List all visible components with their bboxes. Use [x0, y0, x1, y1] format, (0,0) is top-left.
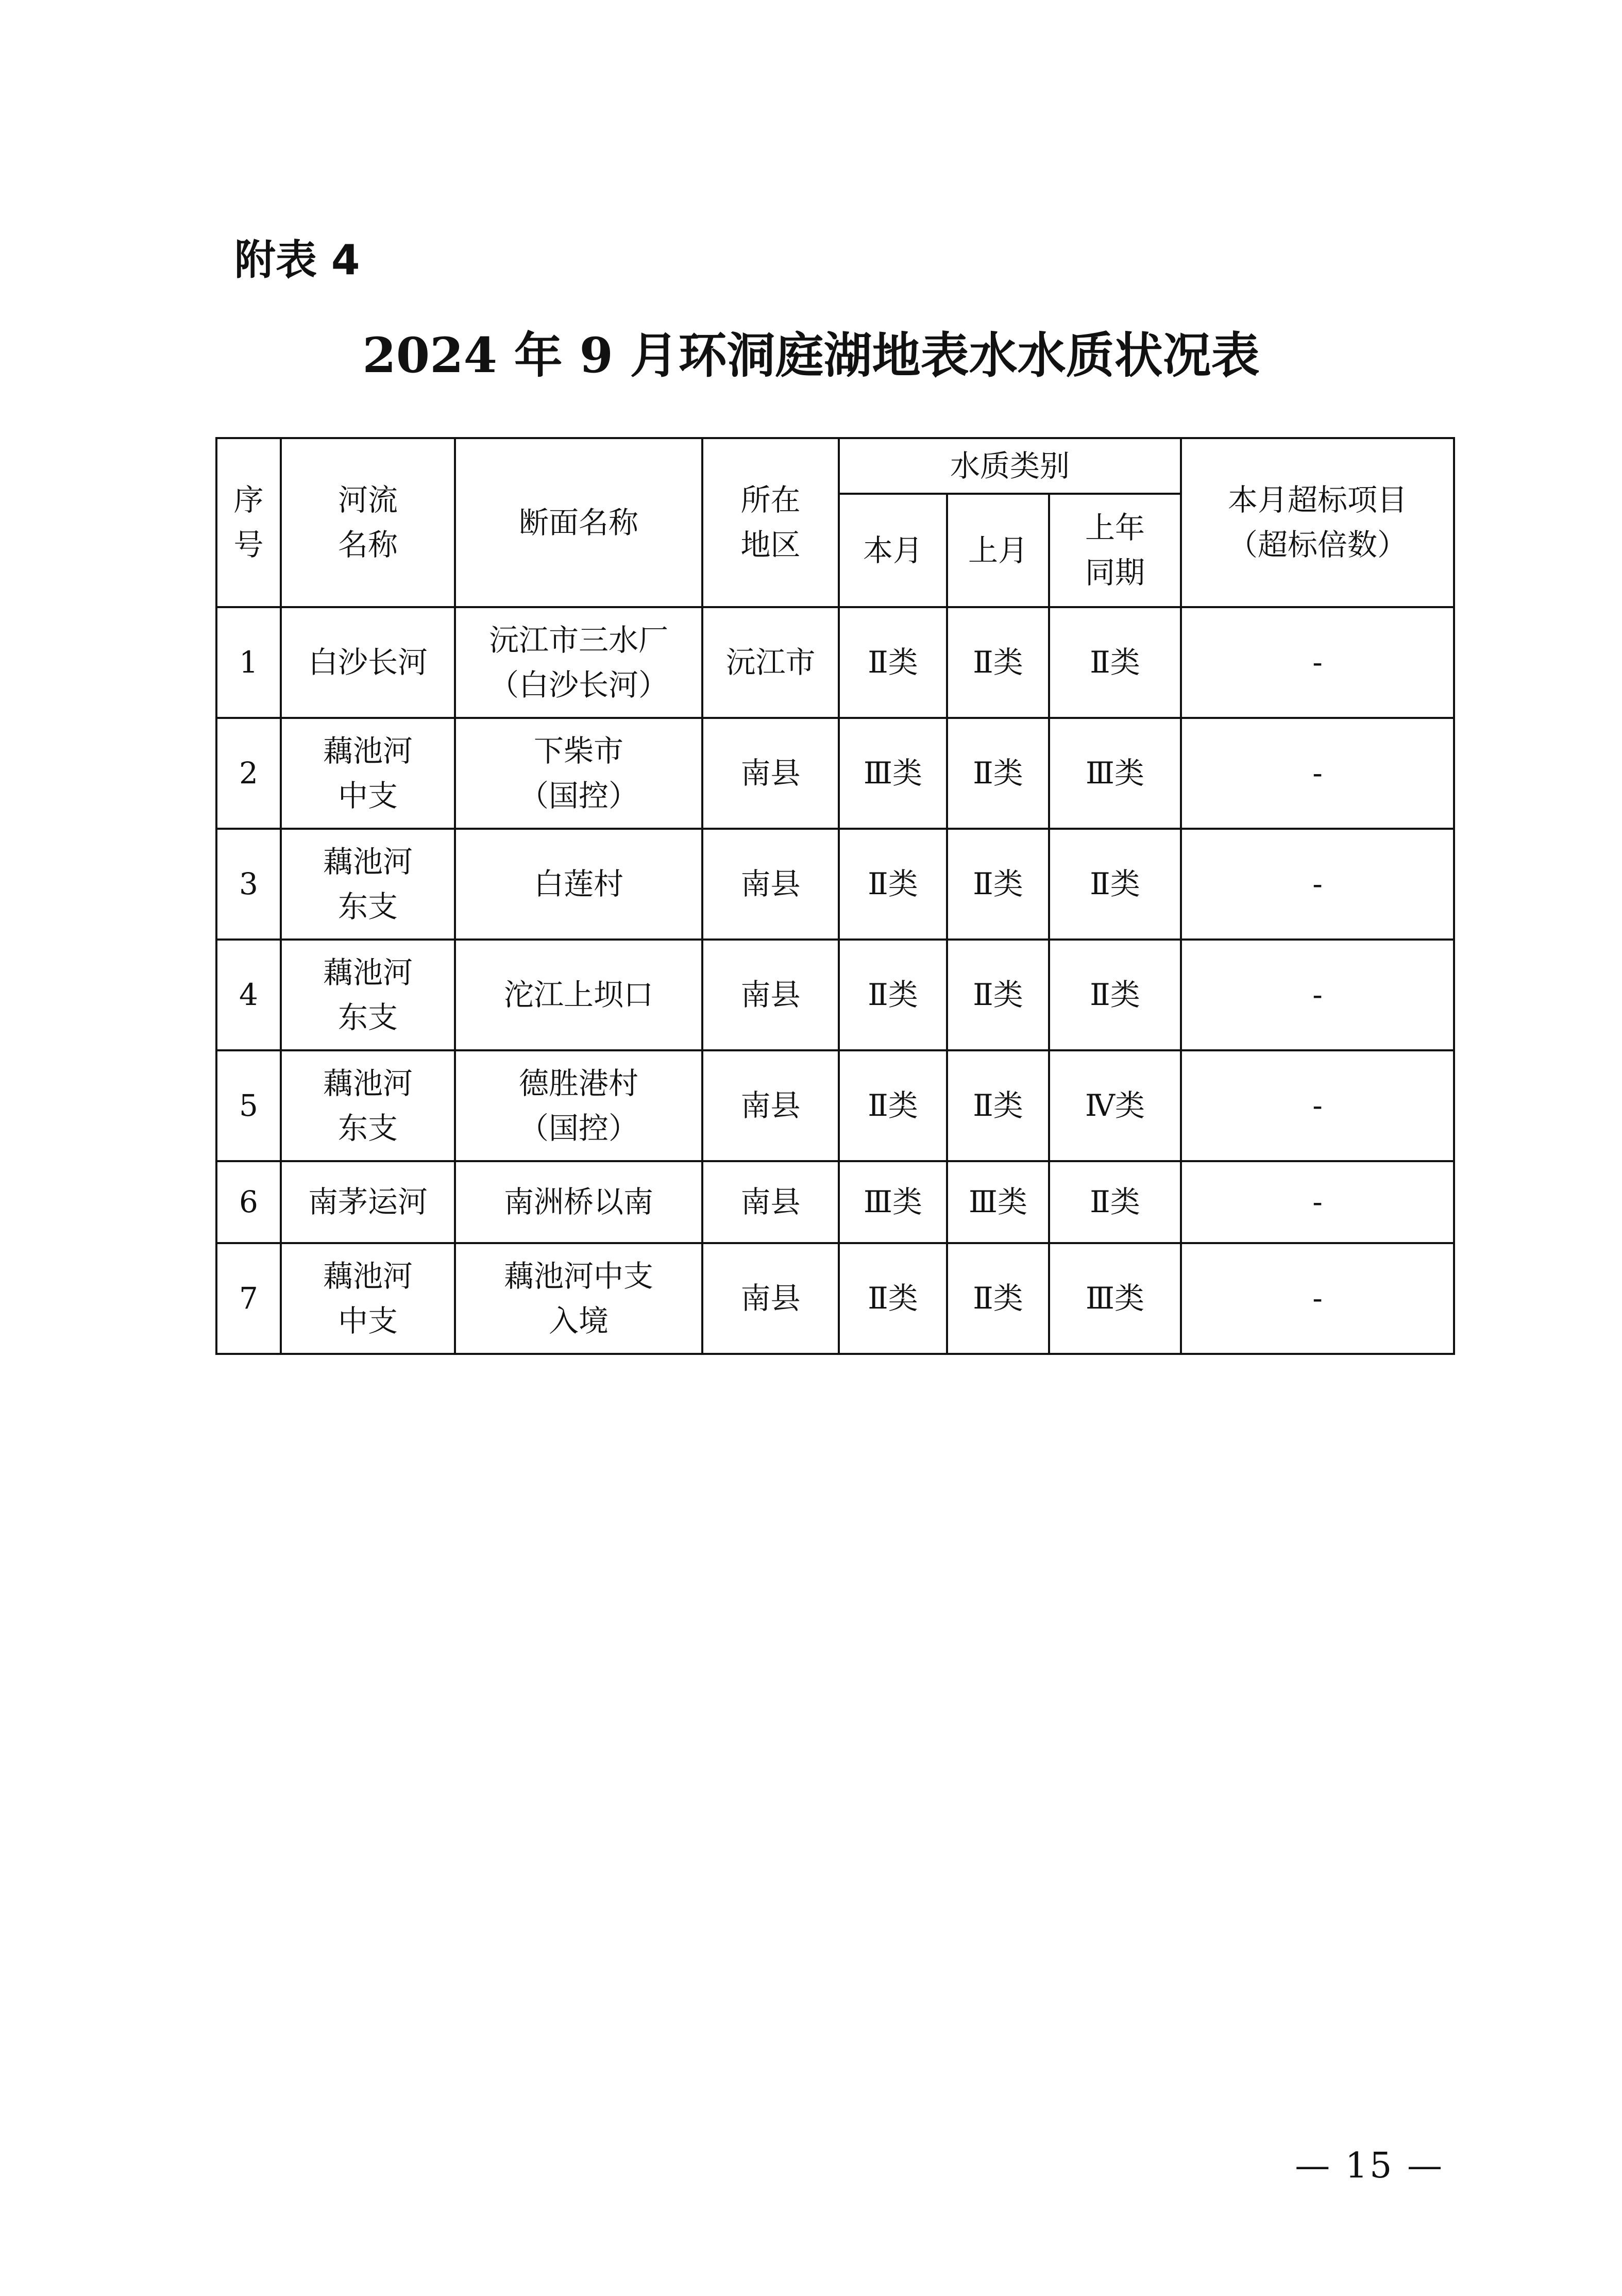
cell-last-year: Ⅱ类: [1049, 1161, 1181, 1243]
cell-section-name: 沅江市三水厂 （白沙长河）: [455, 607, 702, 718]
cell-section-name: 德胜港村 （国控）: [455, 1050, 702, 1161]
water-quality-table: [215, 437, 1455, 1355]
cell-this-month: Ⅱ类: [839, 607, 947, 718]
table-row: [216, 1050, 1454, 1161]
cell-last-month: Ⅱ类: [947, 940, 1049, 1050]
table-row: [216, 940, 1454, 1050]
table-row: [216, 829, 1454, 940]
cell-this-month: Ⅱ类: [839, 940, 947, 1050]
cell-region: 沅江市: [702, 607, 839, 718]
cell-last-year: Ⅲ类: [1049, 718, 1181, 829]
cell-seq: 6: [216, 1161, 281, 1243]
table-row: [216, 1161, 1454, 1243]
cell-exceed: -: [1181, 607, 1454, 718]
cell-river-name: 藕池河 东支: [281, 829, 455, 940]
cell-exceed: -: [1181, 829, 1454, 940]
cell-last-year: Ⅲ类: [1049, 1243, 1181, 1354]
cell-river-name: 藕池河 东支: [281, 940, 455, 1050]
cell-last-month: Ⅱ类: [947, 718, 1049, 829]
table-row: [216, 718, 1454, 829]
table-body: [216, 607, 1454, 1354]
cell-last-year: Ⅱ类: [1049, 940, 1181, 1050]
cell-last-month: Ⅱ类: [947, 1050, 1049, 1161]
cell-section-name: 白莲村: [455, 829, 702, 940]
cell-this-month: Ⅱ类: [839, 1243, 947, 1354]
cell-exceed: -: [1181, 940, 1454, 1050]
cell-seq: 1: [216, 607, 281, 718]
header-this-month: 本月: [839, 494, 947, 607]
cell-last-month: Ⅲ类: [947, 1161, 1049, 1243]
header-river-name: 河流 名称: [281, 438, 455, 607]
header-last-month: 上月: [947, 494, 1049, 607]
cell-this-month: Ⅲ类: [839, 718, 947, 829]
page-number: — 15 —: [1295, 2146, 1444, 2186]
cell-section-name: 南洲桥以南: [455, 1161, 702, 1243]
cell-last-month: Ⅱ类: [947, 1243, 1049, 1354]
header-row-1: [216, 438, 1454, 494]
cell-region: 南县: [702, 940, 839, 1050]
cell-last-year: Ⅱ类: [1049, 829, 1181, 940]
cell-exceed: -: [1181, 1161, 1454, 1243]
table-row: [216, 1243, 1454, 1354]
attachment-label: 附表 4: [234, 236, 360, 284]
cell-exceed: -: [1181, 1243, 1454, 1354]
cell-last-month: Ⅱ类: [947, 829, 1049, 940]
cell-region: 南县: [702, 1050, 839, 1161]
cell-river-name: 藕池河 东支: [281, 1050, 455, 1161]
cell-region: 南县: [702, 1243, 839, 1354]
cell-seq: 7: [216, 1243, 281, 1354]
cell-region: 南县: [702, 829, 839, 940]
cell-river-name: 藕池河 中支: [281, 718, 455, 829]
cell-exceed: -: [1181, 1050, 1454, 1161]
cell-region: 南县: [702, 718, 839, 829]
cell-seq: 2: [216, 718, 281, 829]
cell-exceed: -: [1181, 718, 1454, 829]
header-quality-group: 水质类别: [839, 438, 1181, 494]
document-title: 2024 年 9 月环洞庭湖地表水水质状况表: [362, 327, 1260, 384]
header-seq: 序 号: [216, 438, 281, 607]
cell-last-year: Ⅱ类: [1049, 607, 1181, 718]
cell-section-name: 下柴市 （国控）: [455, 718, 702, 829]
header-exceed: 本月超标项目 （超标倍数）: [1181, 438, 1454, 607]
cell-section-name: 沱江上坝口: [455, 940, 702, 1050]
cell-river-name: 藕池河 中支: [281, 1243, 455, 1354]
cell-this-month: Ⅱ类: [839, 1050, 947, 1161]
cell-last-year: Ⅳ类: [1049, 1050, 1181, 1161]
cell-this-month: Ⅱ类: [839, 829, 947, 940]
table-row: [216, 607, 1454, 718]
cell-seq: 3: [216, 829, 281, 940]
cell-last-month: Ⅱ类: [947, 607, 1049, 718]
header-last-year: 上年 同期: [1049, 494, 1181, 607]
cell-region: 南县: [702, 1161, 839, 1243]
cell-river-name: 南茅运河: [281, 1161, 455, 1243]
cell-seq: 5: [216, 1050, 281, 1161]
header-region: 所在 地区: [702, 438, 839, 607]
cell-this-month: Ⅲ类: [839, 1161, 947, 1243]
cell-seq: 4: [216, 940, 281, 1050]
cell-section-name: 藕池河中支 入境: [455, 1243, 702, 1354]
header-section-name: 断面名称: [455, 438, 702, 607]
cell-river-name: 白沙长河: [281, 607, 455, 718]
